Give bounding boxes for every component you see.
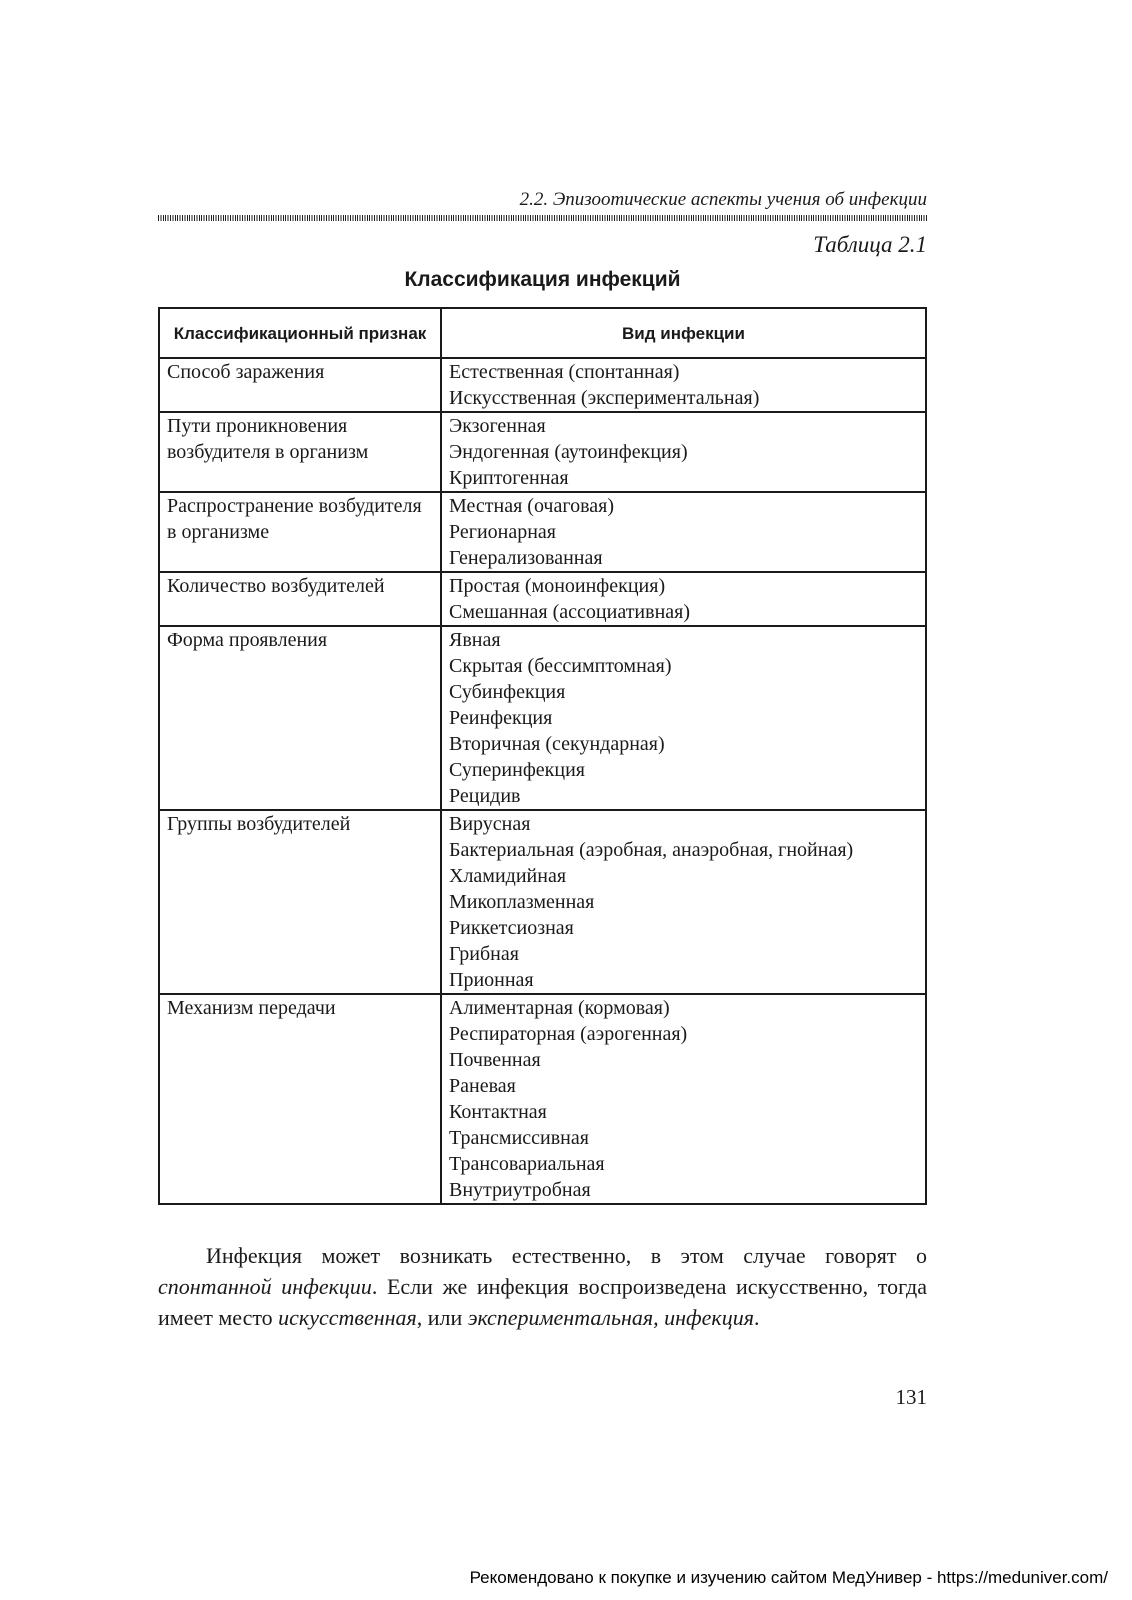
classification-table bbox=[158, 307, 927, 1205]
infection-type: Простая (моноинфекция) bbox=[449, 575, 666, 597]
infection-type: Местная (очаговая) bbox=[449, 495, 614, 517]
infection-type: Смешанная (ассоциативная) bbox=[449, 601, 691, 623]
infection-type: Внутриутробная bbox=[449, 1179, 591, 1201]
infection-type: Эндогенная (аутоинфекция) bbox=[449, 441, 688, 463]
infection-type: Естественная (спонтанная) bbox=[449, 361, 680, 383]
page-number: 131 bbox=[895, 1385, 927, 1409]
infection-type: Трансмиссивная bbox=[449, 1127, 589, 1149]
infection-type: Грибная bbox=[449, 943, 519, 965]
infection-type: Респираторная (аэрогенная) bbox=[449, 1023, 688, 1045]
infection-type: Скрытая (бессимптомная) bbox=[449, 655, 672, 677]
table-row bbox=[159, 626, 926, 810]
table-title: Классификация инфекций bbox=[404, 268, 681, 291]
paragraph-text: Инфекция может возникать естественно, в этом случае говорят о bbox=[206, 1243, 927, 1268]
feature-cell: Количество возбудителей bbox=[159, 572, 441, 626]
infection-type: Вторичная (секундарная) bbox=[449, 733, 665, 755]
body-paragraph bbox=[158, 1240, 927, 1333]
term-experimental-infection: экспериментальная, инфекция bbox=[467, 1305, 754, 1330]
infection-types-cell bbox=[441, 626, 926, 810]
infection-type: Регионарная bbox=[449, 521, 557, 543]
term-artificial: искусственная bbox=[278, 1305, 417, 1330]
infection-types-cell bbox=[441, 412, 926, 492]
table-row bbox=[159, 412, 926, 492]
infection-type: Рецидив bbox=[449, 785, 521, 807]
table-body bbox=[159, 358, 926, 1204]
infection-type: Микоплазменная bbox=[449, 891, 595, 913]
table-row bbox=[159, 810, 926, 994]
infection-type: Искусственная (экспериментальная) bbox=[449, 387, 760, 409]
paragraph-text: . bbox=[753, 1305, 760, 1330]
feature-cell: Распространение возбудителя в организме bbox=[159, 492, 441, 572]
infection-types-cell bbox=[441, 994, 926, 1204]
infection-type: Почвенная bbox=[449, 1049, 541, 1071]
infection-types-cell bbox=[441, 358, 926, 412]
infection-type: Реинфекция bbox=[449, 707, 553, 729]
infection-type: Бактериальная (аэробная, анаэробная, гнойная) bbox=[449, 839, 854, 861]
table-row bbox=[159, 994, 926, 1204]
infection-type: Хламидийная bbox=[449, 865, 567, 887]
table-number: Таблица 2.1 bbox=[813, 232, 927, 257]
infection-type: Раневая bbox=[449, 1075, 516, 1097]
feature-cell: Механизм передачи bbox=[159, 994, 441, 1204]
infection-types-cell bbox=[441, 492, 926, 572]
header-rule bbox=[158, 215, 927, 221]
table-row bbox=[159, 572, 926, 626]
feature-cell: Группы возбудителей bbox=[159, 810, 441, 994]
infection-types-cell bbox=[441, 572, 926, 626]
paragraph-text: . Если же инфекция воспроизведена искусственно, тогда имеет место bbox=[158, 1274, 927, 1330]
column-header-feature: Классификационный признак bbox=[159, 308, 441, 358]
infection-type: Риккетсиозная bbox=[449, 917, 574, 939]
infection-type: Экзогенная bbox=[449, 415, 546, 437]
table-header-row bbox=[159, 308, 926, 358]
infection-type: Генерализованная bbox=[449, 547, 603, 569]
infection-type: Суперинфекция bbox=[449, 759, 585, 781]
infection-type: Вирусная bbox=[449, 813, 531, 835]
running-header: 2.2. Эпизоотические аспекты учения об инфекции bbox=[519, 189, 927, 210]
table-row bbox=[159, 492, 926, 572]
infection-type: Трансовариальная bbox=[449, 1153, 605, 1175]
term-spontaneous-infection: спонтанной инфекции bbox=[158, 1274, 372, 1299]
column-header-type: Вид инфекции bbox=[441, 308, 926, 358]
infection-type: Явная bbox=[449, 629, 501, 651]
feature-cell: Форма проявления bbox=[159, 626, 441, 810]
footer-recommendation: Рекомендовано к покупке и изучению сайтом МедУнивер - https://meduniver.com/ bbox=[469, 1568, 1108, 1587]
table-row bbox=[159, 358, 926, 412]
infection-type: Криптогенная bbox=[449, 467, 569, 489]
feature-cell: Пути проникновения возбудителя в организм bbox=[159, 412, 441, 492]
infection-type: Прионная bbox=[449, 969, 534, 991]
infection-types-cell bbox=[441, 810, 926, 994]
paragraph-text: , или bbox=[416, 1305, 468, 1330]
infection-type: Алиментарная (кормовая) bbox=[449, 997, 670, 1019]
infection-type: Контактная bbox=[449, 1101, 547, 1123]
feature-cell: Способ заражения bbox=[159, 358, 441, 412]
infection-type: Субинфекция bbox=[449, 681, 566, 703]
